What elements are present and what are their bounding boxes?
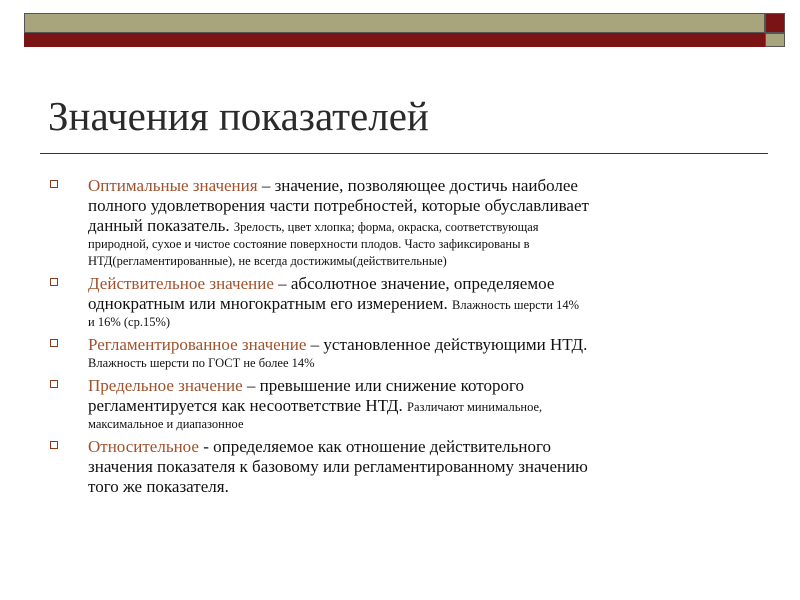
square-bullet-icon: [50, 278, 58, 286]
header-bar-olive: [24, 13, 765, 33]
bullet-list: [46, 176, 758, 501]
square-bullet-icon: [50, 180, 58, 188]
list-item-actual: Действительное значение – абсолютное значение, определяемое однократным или многократным его измерением. Влажность шерсти 14% и 16% (ср.15%): [46, 274, 758, 331]
list-item-optimal: Оптимальные значения – значение, позволяющее достичь наиболее полного удовлетворения части потребностей, которые обуславливает данный показатель. Зрелость, цвет хлопка; форма, окраска, соответствующая природной, сухое и чистое состояние поверхности плодов. Часто зафиксированы в НТД(регламентированные), не всегда достижимы(действительные): [46, 176, 758, 270]
title-divider: [40, 153, 768, 154]
term-regulated: Регламентированное значение: [88, 335, 307, 354]
slide-title: Значения показателей: [48, 93, 429, 139]
square-bullet-icon: [50, 441, 58, 449]
header-bar-red: [24, 33, 765, 47]
list-item-regulated: Регламентированное значение – установленное действующими НТД. Влажность шерсти по ГОСТ не более 14%: [46, 335, 758, 372]
term-limit: Предельное значение: [88, 376, 243, 395]
header-square-red: [765, 13, 785, 33]
square-bullet-icon: [50, 339, 58, 347]
header-square-olive: [765, 33, 785, 47]
term-actual: Действительное значение: [88, 274, 274, 293]
list-item-relative: Относительное - определяемое как отношение действительного значения показателя к базовому или регламентированному значению того же показателя.: [46, 437, 758, 497]
square-bullet-icon: [50, 380, 58, 388]
list-item-limit: Предельное значение – превышение или снижение которого регламентируется как несоответствие НТД. Различают минимальное, максимальное и диапазонное: [46, 376, 758, 433]
term-relative: Относительное: [88, 437, 199, 456]
term-optimal: Оптимальные значения: [88, 176, 258, 195]
